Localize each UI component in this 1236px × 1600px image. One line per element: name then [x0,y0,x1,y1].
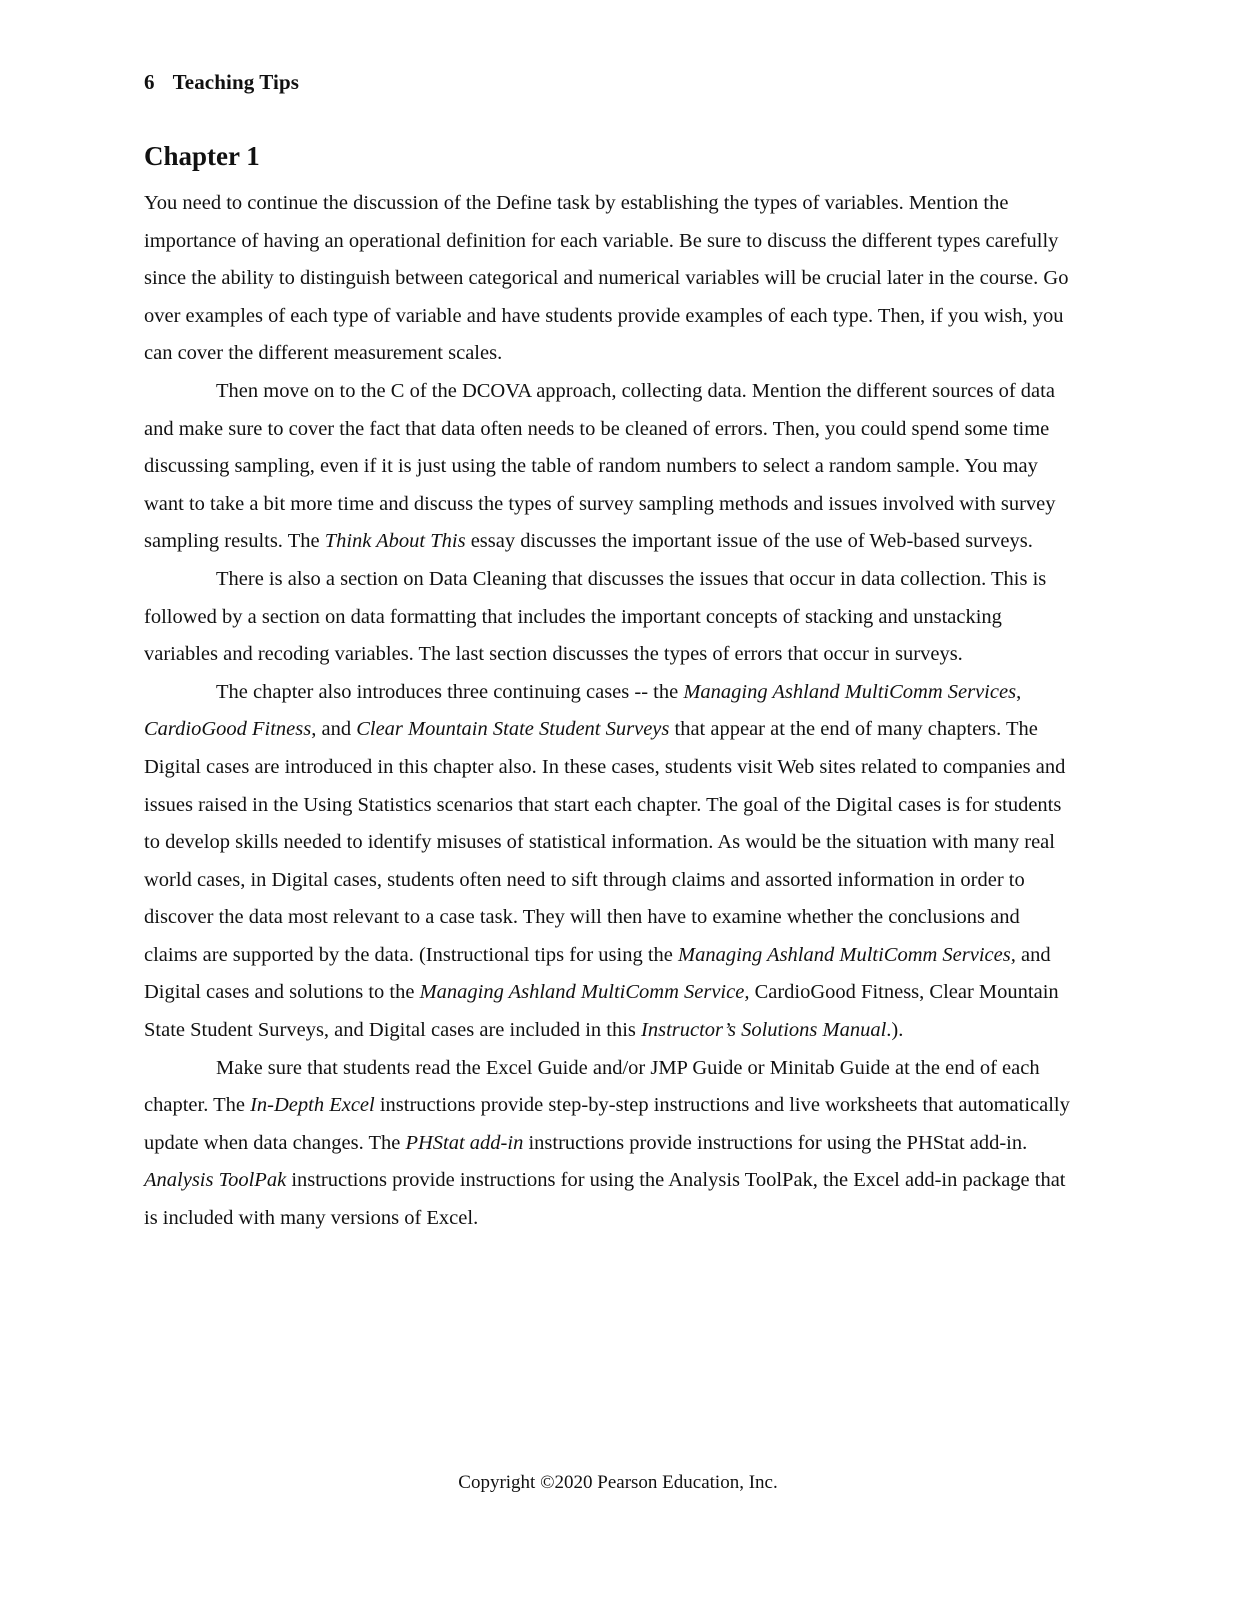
paragraph-4-text: that appear at the end of many chapters. The Digital cases are introduced in this chapter also. In these cases, students visit Web sites related to companies and issues raised in the Using Statistics scenarios that start each chapter. The goal of the Digital cases is for students to develop skills needed to identify misuses of statistical information. As would be the situation with many real world cases, in Digital cases, students often need to sift through claims and assorted information in order to discover the data most relevant to a case task. They will then have to examine whether the conclusions and claims are supported by the data. (Instructional tips for using the [144,718,1066,966]
paragraph-3: There is also a section on Data Cleaning that discusses the issues that occur in data collection. This is followed by a section on data formatting that includes the important concepts of stacking and unstacking variables and recoding variables. The last section discusses the types of errors that occur in surveys. [144,567,1047,666]
paragraph-5-text: instructions provide instructions for using the Analysis ToolPak, the Excel add-in package that is included with many versions of Excel. [144,1169,1066,1230]
italic-think-about-this: Think About This [324,530,466,553]
paragraph-2-text: Then move on to the C of the DCOVA approach, collecting data. Mention the different sources of data and make sure to cover the fact that data often needs to be cleaned of errors. Then, you could spend some time discussing sampling, even if it is just using the table of random numbers to select a random sample. You may want to take a bit more time and discuss the types of survey sampling methods and issues involved with survey sampling results. The [144,379,1056,553]
paragraph-2 [144,373,1074,561]
running-header [144,70,299,95]
paragraph-5 [144,1050,1074,1238]
paragraph-5-text: instructions provide instructions for using the PHStat add-in. [523,1131,1028,1154]
italic-in-depth-excel: In-Depth Excel [250,1094,375,1117]
italic-manual-title: Instructor’s Solutions Manual [641,1019,887,1042]
paragraph-5-text: Make sure that students read the Excel Guide and/or JMP Guide or Minitab Guide at the end of each chapter. The [144,1056,1040,1117]
italic-analysis-toolpak: Analysis ToolPak [144,1169,287,1192]
paragraph-4 [144,674,1074,1050]
italic-case-name: Clear Mountain State Student Surveys [356,718,670,741]
italic-case-name: Managing Ashland MultiComm Services [683,680,1017,703]
page-number: 6 [144,70,155,94]
chapter-title: Chapter 1 [144,141,260,171]
italic-phstat-add-in: PHStat add-in [405,1131,524,1154]
paragraph-4-text: The chapter also introduces three continuing cases -- the [216,680,684,703]
paragraph-4-text: CardioGood Fitness, Clear Mountain State Student Surveys, and Digital cases are included in this [144,981,1059,1042]
paragraph-2-text: essay discusses the important issue of the use of Web-based surveys. [465,530,1033,553]
paragraph-4-text: .). [886,1019,904,1042]
italic-case-name: Managing Ashland MultiComm Service, [419,981,750,1004]
paragraph-4-text: and Digital cases and solutions to the [144,943,1051,1004]
paragraph-4-text: , [1016,680,1022,703]
italic-case-name: CardioGood Fitness [144,718,312,741]
italic-case-name: Managing Ashland MultiComm Services, [678,943,1016,966]
header-section-title: Teaching Tips [172,70,300,94]
paragraph-5-text: instructions provide step-by-step instructions and live worksheets that automatically update when data changes. The [144,1094,1070,1154]
copyright-footer: Copyright ©2020 Pearson Education, Inc. [458,1472,778,1493]
paragraph-1: You need to continue the discussion of the Define task by establishing the types of variables. Mention the importance of having an operational definition for each variable. Be sure to discuss the different types carefully since the ability to distinguish between categorical and numerical variables will be crucial later in the course. Go over examples of each type of variable and have students provide examples of each type. Then, if you wish, you can cover the different measurement scales. [144,192,1069,365]
paragraph-4-text: , and [311,718,357,741]
body-text [144,185,1074,1238]
